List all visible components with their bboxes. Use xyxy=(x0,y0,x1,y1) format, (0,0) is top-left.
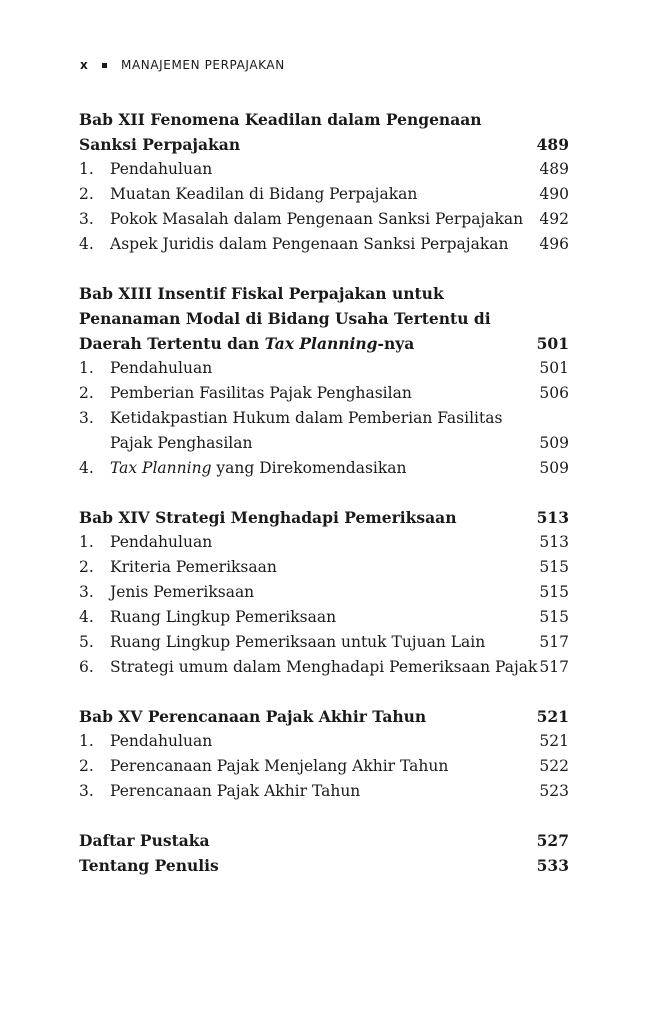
running-header xyxy=(80,58,285,72)
running-title: MANAJEMEN PERPAJAKAN xyxy=(121,58,285,72)
chapter-heading[interactable]: Bab XV Perencanaan Pajak Akhir Tahun 521 xyxy=(79,704,569,729)
toc-entry[interactable]: 4. Ruang Lingkup Pemeriksaan 515 xyxy=(79,608,569,626)
toc-daftar-pustaka[interactable]: Daftar Pustaka 527 xyxy=(79,831,569,850)
toc-entry[interactable]: 1. Pendahuluan 521 xyxy=(79,732,569,750)
page-ref: 501 xyxy=(536,334,569,353)
chapter-heading-cont[interactable]: Penanaman Modal di Bidang Usaha Tertentu di xyxy=(79,309,491,328)
toc-entry[interactable]: 3. Ketidakpastian Hukum dalam Pemberian Fasilitas xyxy=(79,409,503,427)
section-gap xyxy=(79,680,569,704)
page-ref: 513 xyxy=(536,508,569,527)
section-gap xyxy=(79,481,569,505)
toc-entry[interactable]: 2. Kriteria Pemeriksaan 515 xyxy=(79,558,569,576)
chapter-heading[interactable]: Bab XIII Insentif Fiskal Perpajakan untuk xyxy=(79,284,444,303)
toc-entry[interactable]: 3. Perencanaan Pajak Akhir Tahun 523 xyxy=(79,782,569,800)
toc-entry[interactable]: 4. Tax Planning yang Direkomendasikan 509 xyxy=(79,459,569,477)
chapter-heading[interactable]: Bab XII Fenomena Keadilan dalam Pengenaan xyxy=(79,110,482,129)
section-gap xyxy=(79,804,569,828)
table-of-contents xyxy=(79,107,569,878)
toc-tentang-penulis[interactable]: Tentang Penulis 533 xyxy=(79,856,569,875)
toc-entry[interactable]: 1. Pendahuluan 501 xyxy=(79,359,569,377)
toc-entry[interactable]: 1. Pendahuluan 513 xyxy=(79,533,569,551)
toc-entry[interactable]: 6. Strategi umum dalam Menghadapi Pemeriksaan Pajak 517 xyxy=(79,658,569,676)
square-bullet-icon xyxy=(102,63,107,68)
chapter-heading-cont[interactable]: Daerah Tertentu dan Tax Planning-nya 501 xyxy=(79,331,569,356)
toc-entry[interactable]: 1. Pendahuluan 489 xyxy=(79,160,569,178)
toc-entry[interactable]: 2. Pemberian Fasilitas Pajak Penghasilan 506 xyxy=(79,384,569,402)
toc-entry[interactable]: 3. Pokok Masalah dalam Pengenaan Sanksi Perpajakan 492 xyxy=(79,210,569,228)
toc-entry[interactable]: 2. Perencanaan Pajak Menjelang Akhir Tahun 522 xyxy=(79,757,569,775)
toc-entry[interactable]: 2. Muatan Keadilan di Bidang Perpajakan 490 xyxy=(79,185,569,203)
toc-entry-cont[interactable]: Pajak Penghasilan 509 xyxy=(110,434,569,452)
toc-entry[interactable]: 5. Ruang Lingkup Pemeriksaan untuk Tujuan Lain 517 xyxy=(79,633,569,651)
chapter-heading[interactable]: Bab XIV Strategi Menghadapi Pemeriksaan 513 xyxy=(79,505,569,530)
page-number: x xyxy=(80,58,89,72)
page-ref: 489 xyxy=(536,135,569,154)
toc-entry[interactable]: 3. Jenis Pemeriksaan 515 xyxy=(79,583,569,601)
toc-entry[interactable]: 4. Aspek Juridis dalam Pengenaan Sanksi Perpajakan 496 xyxy=(79,235,569,253)
section-gap xyxy=(79,257,569,281)
chapter-heading-cont[interactable]: Sanksi Perpajakan 489 xyxy=(79,132,569,157)
page-ref: 521 xyxy=(536,707,569,726)
